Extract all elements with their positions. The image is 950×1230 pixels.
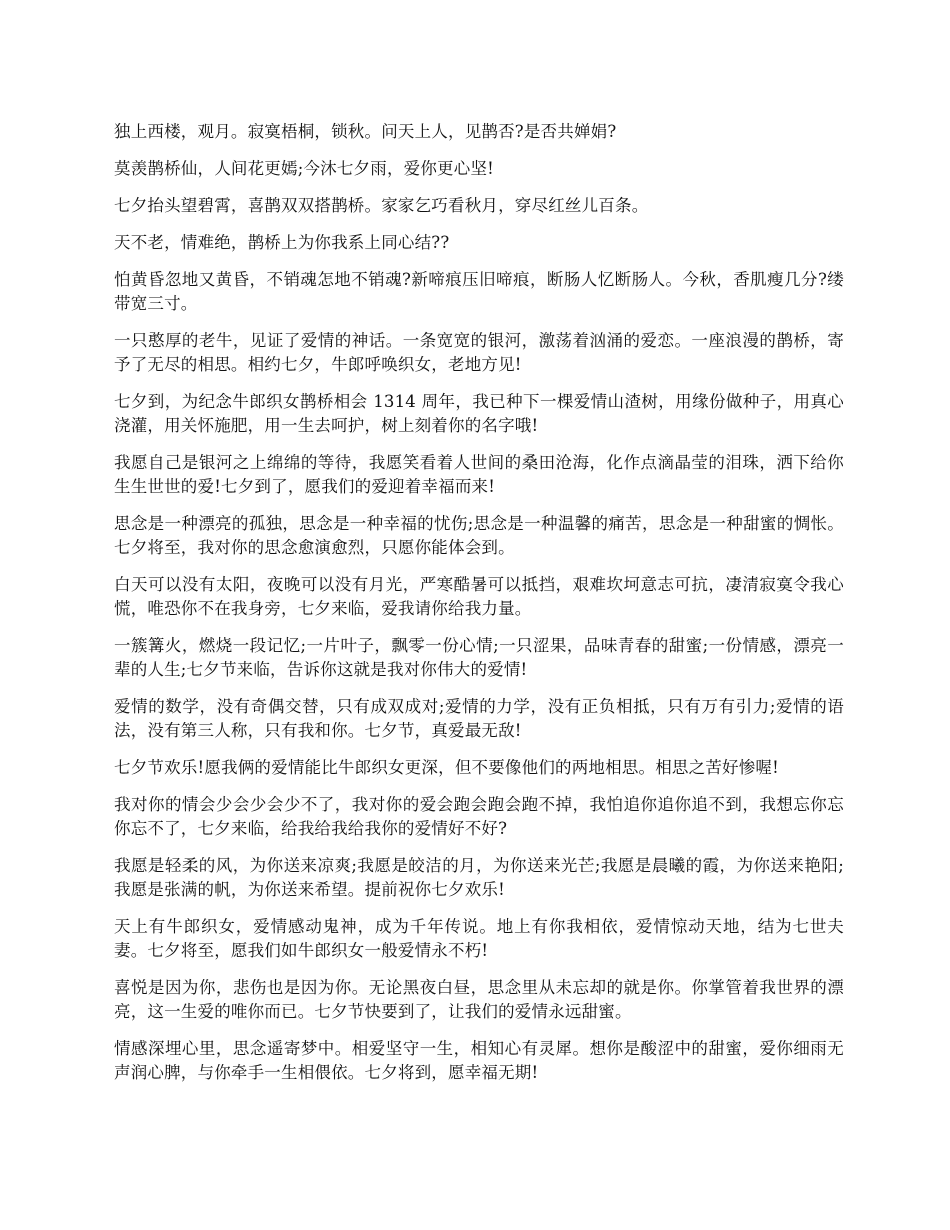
paragraph: 一簇篝火，燃烧一段记忆;一片叶子，飘零一份心情;一只涩果，品味青春的甜蜜;一份情感，漂亮一辈的人生;七夕节来临，告诉你这就是我对你伟大的爱情! xyxy=(114,636,844,679)
paragraph: 我对你的情会少会少会少不了，我对你的爱会跑会跑会跑不掉，我怕追你追你追不到，我想忘你忘你忘不了，七夕来临，给我给我给我你的爱情好不好? xyxy=(114,795,844,838)
paragraph: 怕黄昏忽地又黄昏，不销魂怎地不销魂?新啼痕压旧啼痕，断肠人忆断肠人。今秋，香肌瘦几分?缕带宽三寸。 xyxy=(114,270,844,313)
paragraph: 一只憨厚的老牛，见证了爱情的神话。一条宽宽的银河，激荡着汹涌的爱恋。一座浪漫的鹊桥，寄予了无尽的相思。相约七夕，牛郎呼唤织女，老地方见! xyxy=(114,331,844,374)
paragraph: 天不老，情难绝，鹊桥上为你我系上同心结?? xyxy=(114,233,450,252)
paragraph: 独上西楼，观月。寂寞梧桐，锁秋。问天上人，见鹊否?是否共婵娟? xyxy=(114,122,617,141)
paragraph: 喜悦是因为你，悲伤也是因为你。无论黑夜白昼，思念里从未忘却的就是你。你掌管着我世界的漂亮，这一生爱的唯你而已。七夕节快要到了，让我们的爱情永远甜蜜。 xyxy=(114,978,844,1021)
paragraph: 莫羡鹊桥仙，人间花更嫣;今沐七夕雨，爱你更心坚! xyxy=(114,159,494,178)
paragraph: 白天可以没有太阳，夜晚可以没有月光，严寒酷暑可以抵挡，艰难坎坷意志可抗，凄清寂寞令我心慌，唯恐你不在我身旁，七夕来临，爱我请你给我力量。 xyxy=(114,575,844,618)
paragraph: 七夕节欢乐!愿我俩的爱情能比牛郎织女更深，但不要像他们的两地相思。相思之苦好惨喔! xyxy=(114,758,779,777)
paragraph: 七夕到，为纪念牛郎织女鹊桥相会 1314 周年，我已种下一棵爱情山渣树，用缘份做种子，用真心浇灌，用关怀施肥，用一生去呵护，树上刻着你的名字哦! xyxy=(114,392,844,435)
document-body xyxy=(114,120,844,1098)
paragraph: 七夕抬头望碧霄，喜鹊双双搭鹊桥。家家乞巧看秋月，穿尽红丝儿百条。 xyxy=(114,196,649,215)
paragraph: 天上有牛郎织女，爱情感动鬼神，成为千年传说。地上有你我相依，爱情惊动天地，结为七世夫妻。七夕将至，愿我们如牛郎织女一般爱情永不朽! xyxy=(114,917,844,960)
paragraph: 爱情的数学，没有奇偶交替，只有成双成对;爱情的力学，没有正负相抵，只有万有引力;爱情的语法，没有第三人称，只有我和你。七夕节，真爱最无敌! xyxy=(114,697,844,740)
paragraph: 我愿自己是银河之上绵绵的等待，我愿笑看着人世间的桑田沧海，化作点滴晶莹的泪珠，洒下给你生生世世的爱!七夕到了，愿我们的爱迎着幸福而来! xyxy=(114,453,844,496)
paragraph: 思念是一种漂亮的孤独，思念是一种幸福的忧伤;思念是一种温馨的痛苦，思念是一种甜蜜的惆怅。七夕将至，我对你的思念愈演愈烈，只愿你能体会到。 xyxy=(114,514,844,557)
paragraph: 我愿是轻柔的风，为你送来凉爽;我愿是皎洁的月，为你送来光芒;我愿是晨曦的霞，为你送来艳阳;我愿是张满的帆，为你送来希望。提前祝你七夕欢乐! xyxy=(114,856,844,899)
paragraph: 情感深埋心里，思念遥寄梦中。相爱坚守一生，相知心有灵犀。想你是酸涩中的甜蜜，爱你细雨无声润心脾，与你牵手一生相偎依。七夕将到，愿幸福无期! xyxy=(114,1039,844,1082)
